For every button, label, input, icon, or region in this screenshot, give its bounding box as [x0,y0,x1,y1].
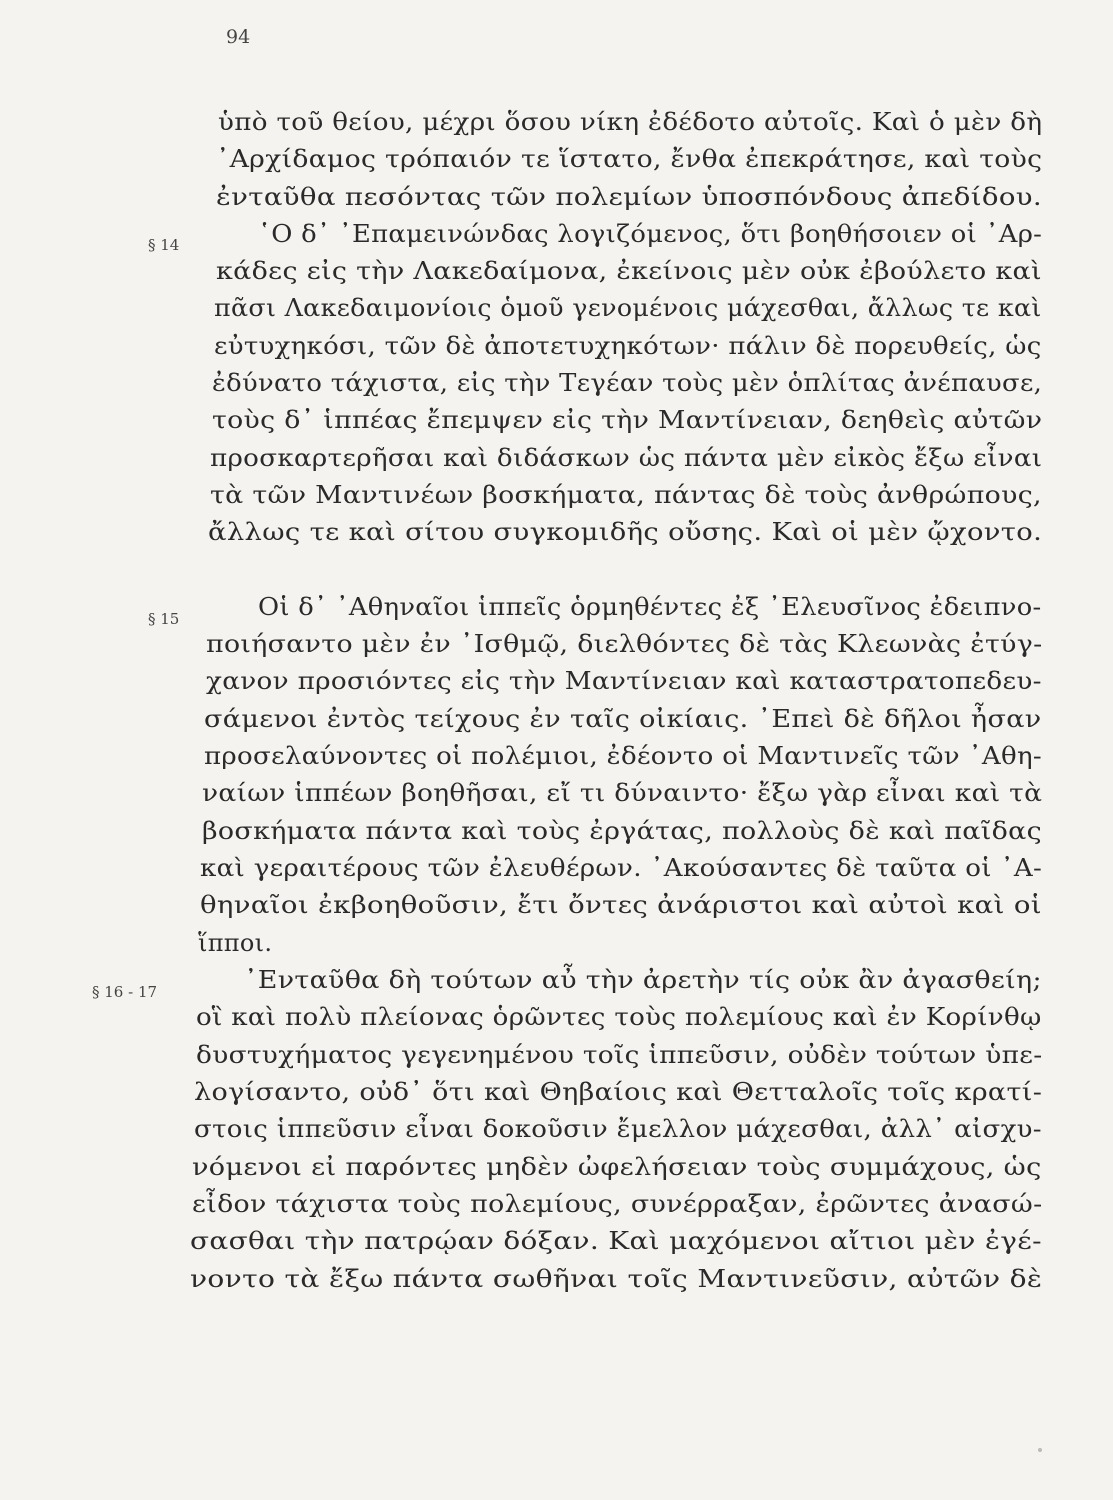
text-line: σασθαι τὴν πατρῴαν δόξαν. Καὶ μαχόμενοι αἴτιοι μὲν ἐγέ- [190,1227,1042,1255]
text-line: ποιήσαντο μὲν ἐν ᾿Ισθμῷ, διελθόντες δὲ τὰς Κλεωνὰς ἐτύγ- [206,630,1043,658]
text-line: θηναῖοι ἐκβοηθοῦσιν, ἔτι ὄντες ἀνάριστοι καὶ αὐτοὶ καὶ οἱ [200,891,1042,919]
page-number: 94 [226,26,251,48]
text-line: ἄλλως τε καὶ σίτου συγκομιδῆς οὔσης. Καὶ οἱ μὲν ᾤχοντο. [208,518,1043,546]
text-line: τοὺς δ᾿ ἱππέας ἔπεμψεν εἰς τὴν Μαντίνειαν, δεηθεὶς αὐτῶν [212,406,1043,434]
text-line: δυστυχήματος γεγενημένου τοῖς ἱππεῦσιν, οὐδὲν τούτων ὑπε- [196,1041,1043,1069]
text-line: προσκαρτερῆσαι καὶ διδάσκων ὡς πάντα μὲν εἰκὸς ἔξω εἶναι [210,444,1043,472]
text-line: νόμενοι εἰ παρόντες μηδὲν ὠφελήσειαν τοὺς συμμάχους, ὡς [192,1153,1042,1181]
text-line: ναίων ἱππέων βοηθῆσαι, εἴ τι δύναιντο· ἔξω γὰρ εἶναι καὶ τὰ [202,779,1043,807]
text-line: νοντο τὰ ἔξω πάντα σωθῆναι τοῖς Μαντινεῦσιν, αὐτῶν δὲ [190,1265,1043,1293]
section-marker-14: § 14 [148,236,180,254]
text-line: Οἱ δ᾿ ᾿Αθηναῖοι ἱππεῖς ὁρμηθέντες ἐξ ᾿Ελευσῖνος ἐδειπνο- [258,593,1042,621]
text-line: βοσκήματα πάντα καὶ τοὺς ἐργάτας, πολλοὺς δὲ καὶ παῖδας [202,817,1042,845]
text-line: ᾿Αρχίδαμος τρόπαιόν τε ἵστατο, ἔνθα ἐπεκράτησε, καὶ τοὺς [216,145,1043,173]
text-line: στοις ἱππεῦσιν εἶναι δοκοῦσιν ἔμελλον μάχεσθαι, ἀλλ᾿ αἰσχυ- [194,1115,1042,1143]
text-line: σάμενοι ἐντὸς τείχους ἐν ταῖς οἰκίαις. ᾿Επεὶ δὲ δῆλοι ἦσαν [204,705,1042,733]
text-line: ᾿Ενταῦθα δὴ τούτων αὖ τὴν ἀρετὴν τίς οὐκ ἂν ἀγασθείη; [244,966,1042,994]
text-line: εὐτυχηκόσι, τῶν δὲ ἀποτετυχηκότων· πάλιν δὲ πορευθείς, ὡς [214,332,1042,360]
text-line: ἐδύνατο τάχιστα, εἰς τὴν Τεγέαν τοὺς μὲν ὁπλίτας ἀνέπαυσε, [212,369,1043,397]
text-line: προσελαύνοντες οἱ πολέμιοι, ἐδέοντο οἱ Μαντινεῖς τῶν ᾿Αθη- [204,742,1043,770]
text-line: χανον προσιόντες εἰς τὴν Μαντίνειαν καὶ καταστρατοπεδευ- [206,667,1042,695]
text-line: ὑπὸ τοῦ θείου, μέχρι ὅσου νίκη ἐδέδοτο αὐτοῖς. Καὶ ὁ μὲν δὴ [218,108,1043,136]
section-marker-16-17: § 16 - 17 [92,983,158,1001]
text-line: οἳ καὶ πολὺ πλείονας ὁρῶντες τοὺς πολεμίους καὶ ἐν Κορίνθῳ [196,1003,1042,1031]
text-line: πᾶσι Λακεδαιμονίοις ὁμοῦ γενομένοις μάχεσθαι, ἄλλως τε καὶ [214,294,1042,322]
text-line: εἶδον τάχιστα τοὺς πολεμίους, συνέρραξαν, ἐρῶντες ἀνασώ- [192,1190,1043,1218]
text-line: κάδες εἰς τὴν Λακεδαίμονα, ἐκείνοις μὲν οὐκ ἐβούλετο καὶ [216,257,1042,285]
text-line: ἐνταῦθα πεσόντας τῶν πολεμίων ὑποσπόνδους ἀπεδίδου. [216,183,1042,211]
text-line: καὶ γεραιτέρους τῶν ἐλευθέρων. ᾿Ακούσαντες δὲ ταῦτα οἱ ᾿Α- [200,854,1043,882]
text-line: τὰ τῶν Μαντινέων βοσκήματα, πάντας δὲ τοὺς ἀνθρώπους, [210,481,1042,509]
text-line: ῾Ο δ᾿ ᾿Επαμεινώνδας λογιζόμενος, ὅτι βοηθήσοιεν οἱ ᾿Αρ- [258,220,1043,248]
text-line: λογίσαντο, οὐδ᾿ ὅτι καὶ Θηβαίοις καὶ Θετταλοῖς τοῖς κρατί- [194,1078,1043,1106]
scan-speck [1038,1448,1042,1452]
text-line: ἵπποι. [198,929,273,957]
section-marker-15: § 15 [148,610,180,628]
